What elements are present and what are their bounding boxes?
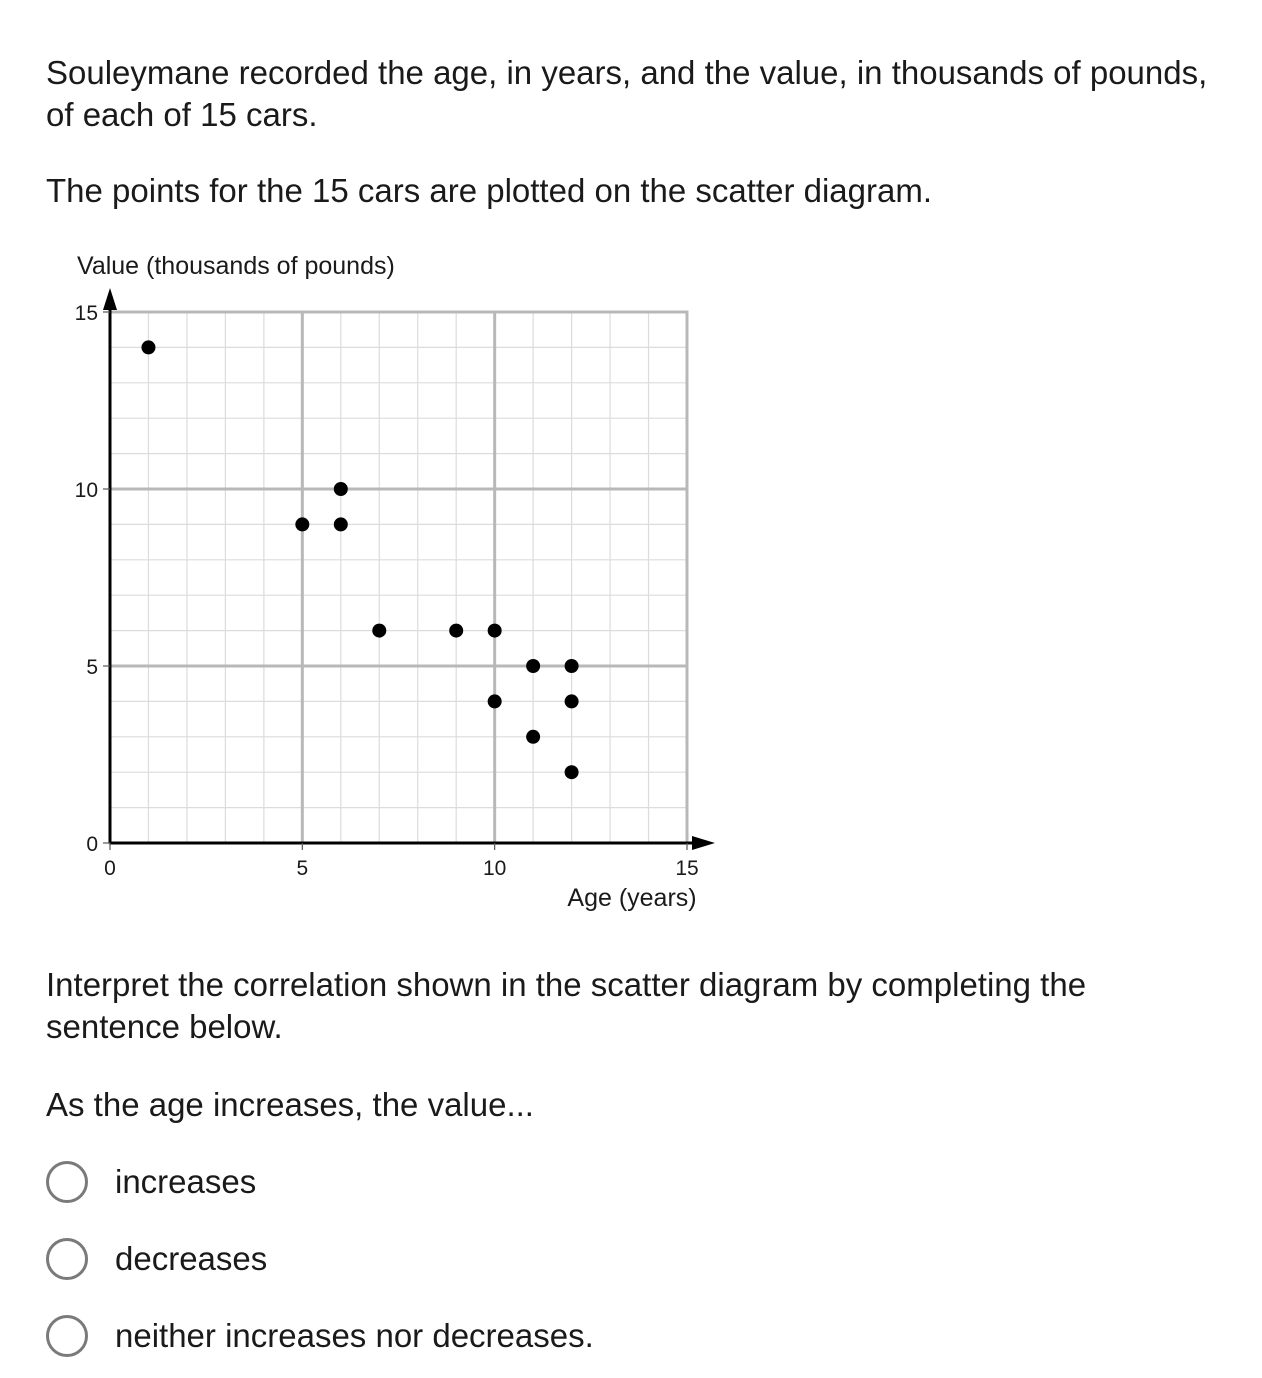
y-axis-label: Value (thousands of pounds): [77, 252, 395, 280]
x-axis-arrow: [692, 836, 715, 850]
option-label-increases: increases: [115, 1163, 257, 1200]
data-point: [565, 659, 579, 673]
question-intro: Souleymane recorded the age, in years, and the value, in thousands of pounds, of each of 15 cars.: [46, 54, 1208, 133]
x-axis-label: Age (years): [567, 884, 697, 912]
data-point: [141, 340, 155, 354]
y-tick-label: 15: [74, 302, 98, 325]
option-label-decreases: decreases: [115, 1240, 268, 1277]
y-tick-label: 5: [86, 656, 98, 679]
option-label-neither: neither increases nor decreases.: [115, 1317, 594, 1354]
data-point: [526, 659, 540, 673]
x-tick-label: 10: [482, 857, 507, 880]
data-point: [372, 624, 386, 638]
option-increases[interactable]: [46, 1156, 256, 1208]
data-point: [295, 517, 309, 531]
plot-border: [110, 312, 687, 843]
radio-button-increases[interactable]: [46, 1161, 88, 1203]
ticks: [75, 302, 699, 880]
major-grid: [110, 312, 687, 843]
data-point: [488, 624, 502, 638]
option-neither[interactable]: [46, 1310, 594, 1362]
sentence-prompt: As the age increases, the value...: [46, 1086, 534, 1123]
data-point: [565, 694, 579, 708]
minor-grid: [110, 312, 687, 843]
x-tick-label: 0: [104, 857, 116, 880]
x-tick-label: 15: [675, 857, 699, 880]
data-point: [334, 482, 348, 496]
radio-button-neither[interactable]: [46, 1315, 88, 1357]
scatter-chart: [0, 240, 760, 930]
data-point: [526, 730, 540, 744]
y-axis-arrow: [103, 288, 117, 310]
data-point: [488, 694, 502, 708]
y-tick-label: 0: [86, 833, 98, 856]
x-tick-label: 5: [296, 857, 309, 880]
y-tick-label: 10: [74, 479, 98, 502]
data-point: [334, 517, 348, 531]
option-decreases[interactable]: [46, 1233, 267, 1285]
data-point: [449, 624, 463, 638]
instruction-text: Interpret the correlation shown in the scatter diagram by completing the sentence below.: [46, 966, 1087, 1045]
axes: [103, 288, 715, 850]
data-point: [565, 765, 579, 779]
plot-note: The points for the 15 cars are plotted on the scatter diagram.: [46, 172, 932, 209]
radio-button-decreases[interactable]: [46, 1238, 88, 1280]
